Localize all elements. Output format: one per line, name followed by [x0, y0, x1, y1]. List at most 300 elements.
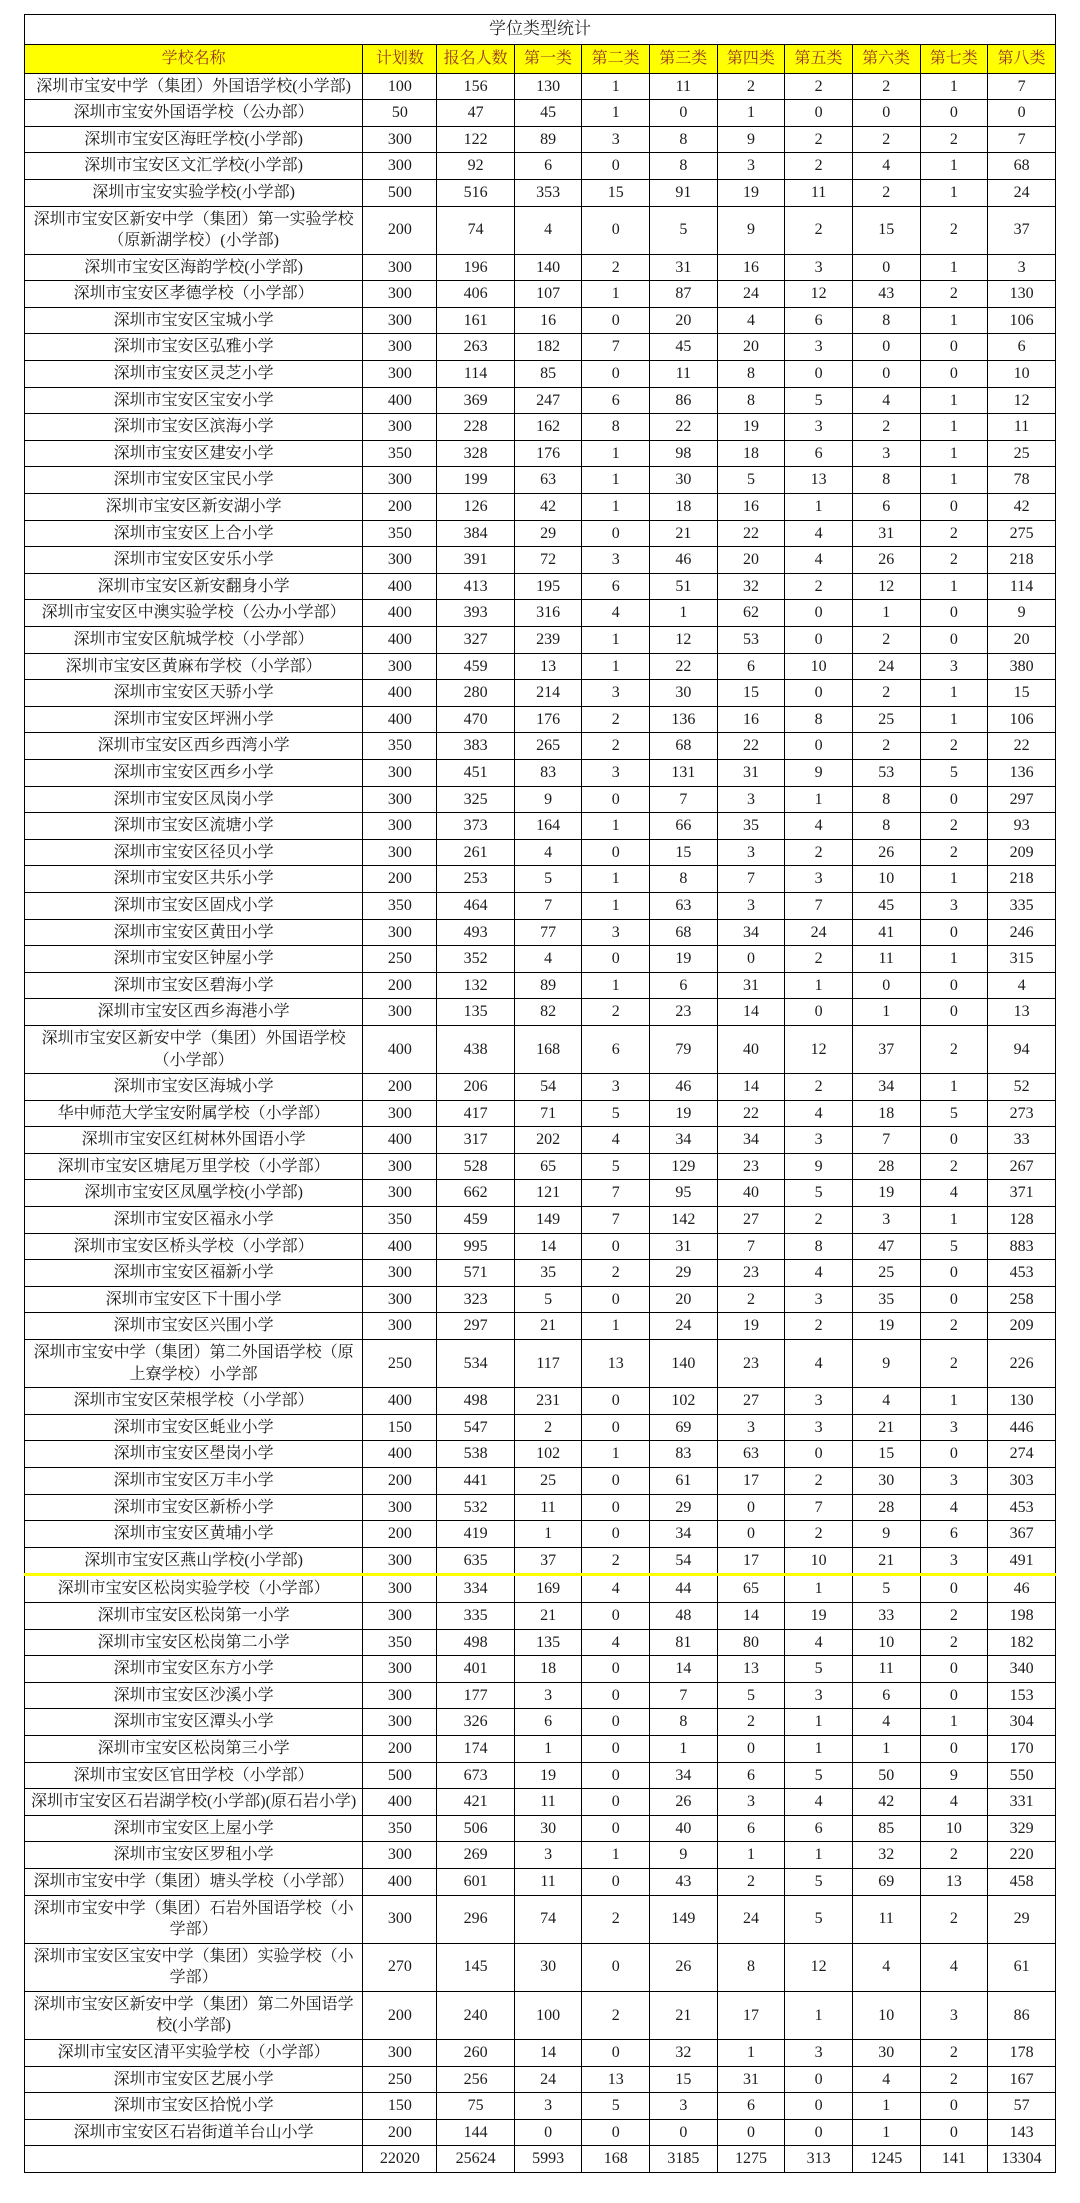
value-cell: 0 [920, 1575, 988, 1603]
value-cell: 3 [514, 2093, 582, 2120]
value-cell: 20 [650, 307, 718, 334]
value-cell: 246 [988, 919, 1056, 946]
value-cell: 263 [437, 334, 514, 361]
value-cell: 1 [852, 2093, 920, 2120]
value-cell: 122 [437, 126, 514, 153]
value-cell: 9 [785, 759, 853, 786]
value-cell: 198 [988, 1602, 1056, 1629]
value-cell: 89 [514, 126, 582, 153]
value-cell: 156 [437, 73, 514, 100]
table-row [25, 1789, 1056, 1816]
value-cell: 7 [582, 1207, 650, 1234]
value-cell: 3 [582, 680, 650, 707]
value-cell: 23 [717, 1340, 785, 1388]
value-cell: 202 [514, 1127, 582, 1154]
school-name-cell: 深圳市宝安区海旺学校(小学部) [25, 126, 363, 153]
value-cell: 5 [920, 759, 988, 786]
school-name-cell: 深圳市宝安区共乐小学 [25, 866, 363, 893]
table-row [25, 467, 1056, 494]
value-cell: 0 [920, 600, 988, 627]
value-cell: 3 [785, 1286, 853, 1313]
value-cell: 18 [514, 1656, 582, 1683]
value-cell: 2 [785, 1468, 853, 1495]
value-cell: 169 [514, 1575, 582, 1603]
value-cell: 1 [785, 972, 853, 999]
value-cell: 37 [988, 206, 1056, 254]
value-cell: 2 [920, 1340, 988, 1388]
value-cell: 2 [717, 1286, 785, 1313]
value-cell: 1 [717, 1842, 785, 1869]
table-row [25, 1991, 1056, 2039]
value-cell: 5 [920, 1233, 988, 1260]
value-cell: 2 [785, 1313, 853, 1340]
value-cell: 5 [785, 1656, 853, 1683]
value-cell: 19 [717, 1313, 785, 1340]
value-cell: 50 [852, 1762, 920, 1789]
value-cell: 0 [920, 786, 988, 813]
value-cell: 53 [852, 759, 920, 786]
value-cell: 300 [363, 919, 437, 946]
value-cell: 300 [363, 1895, 437, 1943]
value-cell: 68 [650, 919, 718, 946]
value-cell: 400 [363, 600, 437, 627]
value-cell: 3 [920, 1468, 988, 1495]
value-cell: 25 [514, 1468, 582, 1495]
value-cell: 63 [650, 892, 718, 919]
value-cell: 130 [988, 281, 1056, 308]
table-row [25, 919, 1056, 946]
value-cell: 2 [920, 733, 988, 760]
value-cell: 3 [582, 547, 650, 574]
value-cell: 3 [785, 334, 853, 361]
school-name-cell: 深圳市宝安区钟屋小学 [25, 946, 363, 973]
value-cell: 182 [988, 1629, 1056, 1656]
value-cell: 41 [852, 919, 920, 946]
value-cell: 10 [852, 1991, 920, 2039]
school-name-cell: 深圳市宝安区弘雅小学 [25, 334, 363, 361]
value-cell: 3 [988, 254, 1056, 281]
value-cell: 550 [988, 1762, 1056, 1789]
value-cell: 24 [785, 919, 853, 946]
value-cell: 12 [785, 281, 853, 308]
table-row [25, 1127, 1056, 1154]
value-cell: 140 [650, 1340, 718, 1388]
table-row [25, 2040, 1056, 2067]
value-cell: 35 [852, 1286, 920, 1313]
value-cell: 30 [514, 1943, 582, 1991]
school-name-cell: 深圳市宝安区松岗第三小学 [25, 1735, 363, 1762]
table-row [25, 307, 1056, 334]
value-cell: 417 [437, 1100, 514, 1127]
value-cell: 0 [785, 600, 853, 627]
value-cell: 13 [582, 1340, 650, 1388]
value-cell: 19 [785, 1602, 853, 1629]
col-header-type-2: 第二类 [582, 44, 650, 73]
value-cell: 46 [650, 1074, 718, 1101]
value-cell: 0 [582, 1233, 650, 1260]
value-cell: 14 [717, 1602, 785, 1629]
value-cell: 0 [514, 2119, 582, 2146]
value-cell: 300 [363, 1313, 437, 1340]
school-name-cell: 深圳市宝安区松岗第一小学 [25, 1602, 363, 1629]
value-cell: 3 [717, 892, 785, 919]
table-row [25, 1547, 1056, 1575]
value-cell: 0 [920, 2119, 988, 2146]
value-cell: 304 [988, 1709, 1056, 1736]
col-header-type-6: 第六类 [852, 44, 920, 73]
table-row [25, 1656, 1056, 1683]
value-cell: 5 [514, 1286, 582, 1313]
value-cell: 446 [988, 1414, 1056, 1441]
value-cell: 5 [785, 387, 853, 414]
value-cell: 883 [988, 1233, 1056, 1260]
value-cell: 11 [785, 179, 853, 206]
value-cell: 200 [363, 866, 437, 893]
table-row [25, 179, 1056, 206]
value-cell: 6 [514, 1709, 582, 1736]
school-name-cell: 深圳市宝安实验学校(小学部) [25, 179, 363, 206]
value-cell: 14 [717, 1074, 785, 1101]
value-cell: 3 [920, 1547, 988, 1575]
value-cell: 4 [514, 839, 582, 866]
value-cell: 1 [920, 1388, 988, 1415]
value-cell: 459 [437, 653, 514, 680]
school-name-cell: 深圳市宝安区径贝小学 [25, 839, 363, 866]
value-cell: 15 [988, 680, 1056, 707]
value-cell: 87 [650, 281, 718, 308]
value-cell: 240 [437, 1991, 514, 2039]
table-row [25, 1468, 1056, 1495]
value-cell: 130 [514, 73, 582, 100]
table-row [25, 972, 1056, 999]
school-name-cell: 深圳市宝安区天骄小学 [25, 680, 363, 707]
value-cell: 10 [852, 866, 920, 893]
value-cell: 30 [650, 467, 718, 494]
value-cell: 23 [650, 999, 718, 1026]
value-cell: 2 [582, 999, 650, 1026]
value-cell: 231 [514, 1388, 582, 1415]
value-cell: 0 [785, 361, 853, 388]
school-name-cell: 深圳市宝安区凤岗小学 [25, 786, 363, 813]
table-row [25, 2066, 1056, 2093]
value-cell: 2 [514, 1414, 582, 1441]
school-name-cell: 深圳市宝安区海城小学 [25, 1074, 363, 1101]
col-header-type-1: 第一类 [514, 44, 582, 73]
table-row [25, 1602, 1056, 1629]
value-cell: 2 [852, 414, 920, 441]
value-cell: 9 [920, 1762, 988, 1789]
value-cell: 176 [514, 706, 582, 733]
value-cell: 400 [363, 573, 437, 600]
value-cell: 50 [363, 100, 437, 127]
value-cell: 16 [717, 706, 785, 733]
col-header-type-7: 第七类 [920, 44, 988, 73]
value-cell: 4 [920, 1494, 988, 1521]
value-cell: 4 [785, 520, 853, 547]
value-cell: 0 [582, 946, 650, 973]
value-cell: 37 [514, 1547, 582, 1575]
value-cell: 261 [437, 839, 514, 866]
value-cell: 2 [920, 1602, 988, 1629]
value-cell: 6 [988, 334, 1056, 361]
value-cell: 0 [582, 1735, 650, 1762]
value-cell: 8 [582, 414, 650, 441]
value-cell: 0 [920, 2093, 988, 2120]
school-name-cell: 深圳市宝安区东方小学 [25, 1656, 363, 1683]
value-cell: 367 [988, 1521, 1056, 1548]
value-cell: 1 [514, 1735, 582, 1762]
school-name-cell: 深圳市宝安区沙溪小学 [25, 1682, 363, 1709]
value-cell: 265 [514, 733, 582, 760]
value-cell: 0 [582, 1868, 650, 1895]
value-cell: 4 [514, 206, 582, 254]
value-cell: 10 [785, 1547, 853, 1575]
value-cell: 4 [920, 1180, 988, 1207]
value-cell: 0 [920, 1441, 988, 1468]
value-cell: 53 [717, 627, 785, 654]
value-cell: 413 [437, 573, 514, 600]
value-cell: 0 [785, 627, 853, 654]
value-cell: 149 [650, 1895, 718, 1943]
value-cell: 441 [437, 1468, 514, 1495]
value-cell: 174 [437, 1735, 514, 1762]
value-cell: 0 [582, 1682, 650, 1709]
value-cell: 86 [988, 1991, 1056, 2039]
value-cell: 31 [650, 1233, 718, 1260]
table-row [25, 1441, 1056, 1468]
value-cell: 12 [988, 387, 1056, 414]
value-cell: 9 [785, 1153, 853, 1180]
table-row [25, 361, 1056, 388]
table-row [25, 1313, 1056, 1340]
value-cell: 82 [514, 999, 582, 1026]
value-cell: 1 [582, 73, 650, 100]
value-cell: 1 [920, 1709, 988, 1736]
value-cell: 14 [650, 1656, 718, 1683]
value-cell: 459 [437, 1207, 514, 1234]
value-cell: 317 [437, 1127, 514, 1154]
value-cell: 4 [852, 1709, 920, 1736]
table-row [25, 414, 1056, 441]
value-cell: 24 [717, 281, 785, 308]
value-cell: 54 [514, 1074, 582, 1101]
value-cell: 2 [582, 1991, 650, 2039]
col-header-type-4: 第四类 [717, 44, 785, 73]
value-cell: 1 [920, 1074, 988, 1101]
value-cell: 11 [988, 414, 1056, 441]
school-name-cell: 深圳市宝安区兴围小学 [25, 1313, 363, 1340]
value-cell: 0 [582, 1602, 650, 1629]
value-cell: 1245 [852, 2146, 920, 2173]
value-cell: 256 [437, 2066, 514, 2093]
value-cell: 0 [920, 1260, 988, 1287]
value-cell: 300 [363, 1286, 437, 1313]
value-cell: 8 [852, 813, 920, 840]
value-cell: 162 [514, 414, 582, 441]
value-cell: 300 [363, 281, 437, 308]
value-cell: 209 [988, 839, 1056, 866]
value-cell: 0 [852, 254, 920, 281]
school-name-cell: 深圳市宝安区黄田小学 [25, 919, 363, 946]
table-row [25, 520, 1056, 547]
school-name-cell: 深圳市宝安区蚝业小学 [25, 1414, 363, 1441]
value-cell: 30 [852, 1468, 920, 1495]
value-cell: 400 [363, 706, 437, 733]
value-cell: 21 [514, 1313, 582, 1340]
school-name-cell: 深圳市宝安区新桥小学 [25, 1494, 363, 1521]
value-cell: 100 [514, 1991, 582, 2039]
value-cell: 2 [582, 254, 650, 281]
value-cell: 34 [650, 1127, 718, 1154]
school-name-cell: 深圳市宝安区碧海小学 [25, 972, 363, 999]
value-cell: 33 [852, 1602, 920, 1629]
value-cell: 350 [363, 1629, 437, 1656]
value-cell: 24 [852, 653, 920, 680]
table-row [25, 1494, 1056, 1521]
school-name-cell: 深圳市宝安区潭头小学 [25, 1709, 363, 1736]
value-cell: 1 [650, 1735, 718, 1762]
value-cell: 4 [852, 153, 920, 180]
value-cell: 74 [514, 1895, 582, 1943]
value-cell: 21 [852, 1547, 920, 1575]
value-cell: 0 [785, 680, 853, 707]
value-cell: 128 [988, 1207, 1056, 1234]
value-cell: 335 [988, 892, 1056, 919]
value-cell: 46 [988, 1575, 1056, 1603]
value-cell: 11 [514, 1868, 582, 1895]
value-cell: 25624 [437, 2146, 514, 2173]
value-cell: 0 [920, 1127, 988, 1154]
value-cell: 25 [852, 1260, 920, 1287]
value-cell: 11 [650, 73, 718, 100]
value-cell: 32 [717, 573, 785, 600]
value-cell: 0 [582, 2119, 650, 2146]
school-name-cell: 深圳市宝安外国语学校（公办部） [25, 100, 363, 127]
value-cell: 300 [363, 1100, 437, 1127]
value-cell: 0 [582, 1943, 650, 1991]
value-cell: 150 [363, 1414, 437, 1441]
value-cell: 7 [852, 1127, 920, 1154]
value-cell: 27 [717, 1207, 785, 1234]
value-cell: 1 [785, 1575, 853, 1603]
value-cell: 8 [650, 126, 718, 153]
value-cell: 0 [785, 2119, 853, 2146]
value-cell: 13 [920, 1868, 988, 1895]
value-cell: 1 [785, 1842, 853, 1869]
value-cell: 2 [582, 706, 650, 733]
school-name-cell: 深圳市宝安区新安中学（集团）外国语学校（小学部） [25, 1025, 363, 1073]
value-cell: 9 [514, 786, 582, 813]
value-cell: 2 [717, 1868, 785, 1895]
value-cell: 2 [582, 1895, 650, 1943]
value-cell: 26 [650, 1789, 718, 1816]
value-cell: 1 [514, 1521, 582, 1548]
school-name-cell: 深圳市宝安区红树林外国语小学 [25, 1127, 363, 1154]
value-cell: 2 [717, 1709, 785, 1736]
value-cell: 4 [582, 1629, 650, 1656]
table-row [25, 1207, 1056, 1234]
value-cell: 0 [582, 1494, 650, 1521]
value-cell: 0 [852, 334, 920, 361]
value-cell: 136 [988, 759, 1056, 786]
value-cell: 93 [988, 813, 1056, 840]
value-cell: 170 [988, 1735, 1056, 1762]
value-cell: 45 [650, 334, 718, 361]
table-row [25, 206, 1056, 254]
value-cell: 102 [650, 1388, 718, 1415]
value-cell: 3 [785, 1127, 853, 1154]
value-cell: 0 [582, 1815, 650, 1842]
value-cell: 323 [437, 1286, 514, 1313]
value-cell: 218 [988, 547, 1056, 574]
value-cell: 22 [650, 414, 718, 441]
col-header-type-8: 第八类 [988, 44, 1056, 73]
value-cell: 0 [920, 972, 988, 999]
value-cell: 419 [437, 1521, 514, 1548]
value-cell: 8 [785, 1233, 853, 1260]
value-cell: 1 [920, 706, 988, 733]
value-cell: 0 [582, 2040, 650, 2067]
value-cell: 464 [437, 892, 514, 919]
value-cell: 300 [363, 653, 437, 680]
value-cell: 15 [650, 839, 718, 866]
value-cell: 24 [514, 2066, 582, 2093]
value-cell: 141 [920, 2146, 988, 2173]
value-cell: 2 [785, 126, 853, 153]
value-cell: 393 [437, 600, 514, 627]
value-cell: 2 [920, 126, 988, 153]
value-cell: 42 [852, 1789, 920, 1816]
value-cell: 247 [514, 387, 582, 414]
value-cell: 107 [514, 281, 582, 308]
table-row [25, 706, 1056, 733]
value-cell: 142 [650, 1207, 718, 1234]
value-cell: 300 [363, 307, 437, 334]
value-cell: 0 [582, 206, 650, 254]
value-cell: 7 [650, 786, 718, 813]
value-cell: 21 [852, 1414, 920, 1441]
value-cell: 1 [717, 100, 785, 127]
value-cell: 19 [650, 946, 718, 973]
table-row [25, 1100, 1056, 1127]
value-cell: 300 [363, 1494, 437, 1521]
value-cell: 334 [437, 1575, 514, 1603]
value-cell: 200 [363, 1991, 437, 2039]
value-cell: 63 [717, 1441, 785, 1468]
value-cell: 3 [717, 1789, 785, 1816]
school-name-cell: 深圳市宝安区荣根学校（小学部） [25, 1388, 363, 1415]
value-cell: 1 [582, 813, 650, 840]
value-cell: 300 [363, 547, 437, 574]
value-cell: 5 [582, 1100, 650, 1127]
value-cell: 5 [717, 1682, 785, 1709]
value-cell: 500 [363, 179, 437, 206]
value-cell: 0 [852, 100, 920, 127]
table-row [25, 547, 1056, 574]
value-cell: 2 [785, 73, 853, 100]
value-cell: 3 [650, 2093, 718, 2120]
school-name-cell: 深圳市宝安区凤凰学校(小学部) [25, 1180, 363, 1207]
value-cell: 143 [988, 2119, 1056, 2146]
table-row [25, 2093, 1056, 2120]
table-row [25, 1074, 1056, 1101]
value-cell: 250 [363, 2066, 437, 2093]
value-cell: 6 [514, 153, 582, 180]
table-row [25, 680, 1056, 707]
value-cell: 300 [363, 254, 437, 281]
value-cell: 3185 [650, 2146, 718, 2173]
table-row [25, 1233, 1056, 1260]
